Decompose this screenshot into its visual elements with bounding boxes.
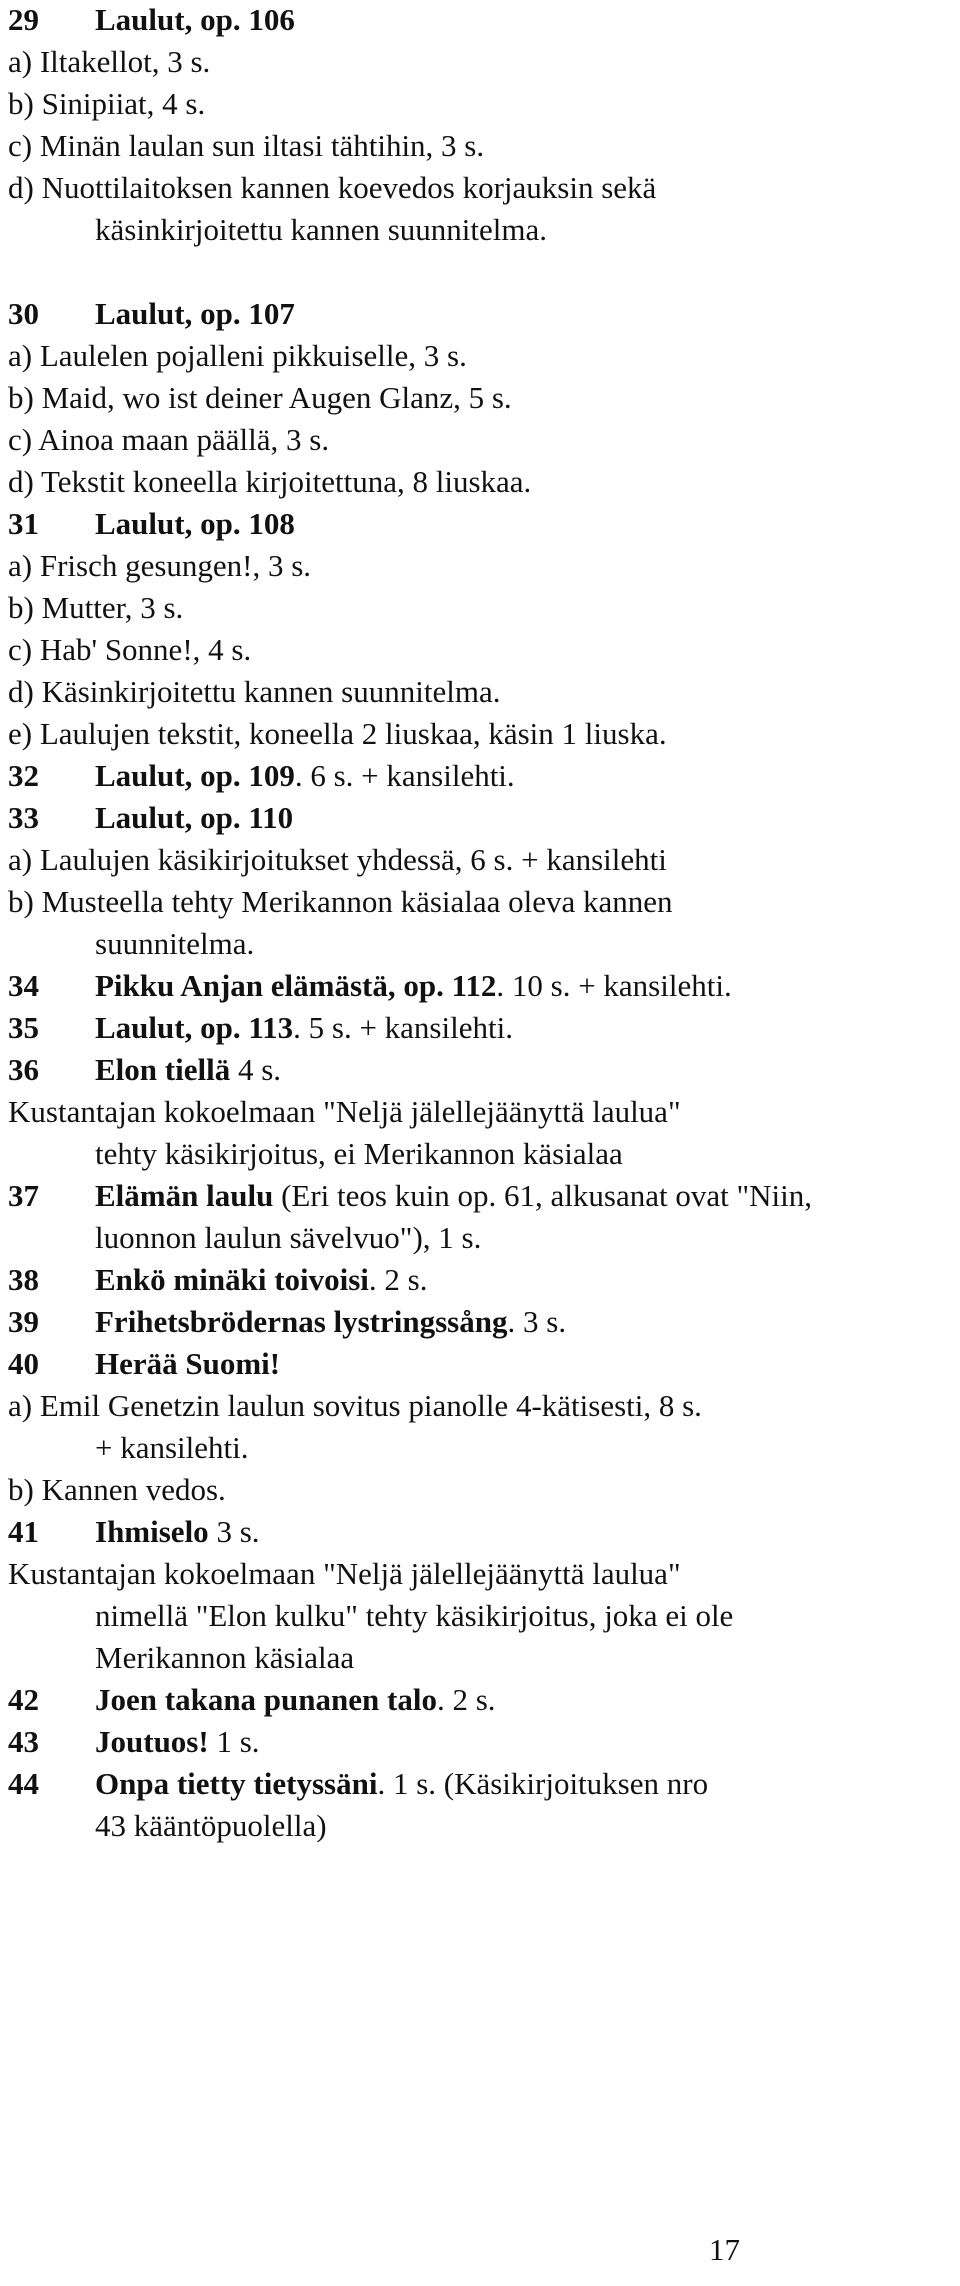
entry-number: 36 [8,1052,39,1087]
entry-detail: . 2 s. [436,1682,496,1717]
entry-title: Laulut, op. 113 [95,1010,294,1045]
list-item: a) Emil Genetzin laulun sovitus pianolle 4-kätisesti, 8 s. [8,1388,702,1423]
entry-detail: . 10 s. + kansilehti. [496,968,732,1003]
entry-number: 34 [8,968,39,1003]
entry-number: 30 [8,296,39,331]
entry-title: Laulut, op. 109 [95,758,295,793]
entry-number: 32 [8,758,39,793]
list-item: c) Ainoa maan päällä, 3 s. [8,422,330,457]
entry-detail: . 2 s. [368,1262,428,1297]
entry-title: Laulut, op. 106 [95,2,295,37]
list-item: d) Nuottilaitoksen kannen koevedos korjauksin sekä [8,170,657,205]
entry-detail: . 6 s. + kansilehti. [294,758,515,793]
entry-detail: 3 s. [208,1514,260,1549]
entry-title: Onpa tietty tietyssäni [95,1766,378,1801]
entry-title: Herää Suomi! [95,1346,281,1381]
list-item: a) Frisch gesungen!, 3 s. [8,548,312,583]
list-item: b) Sinipiiat, 4 s. [8,86,206,121]
entry-title: Pikku Anjan elämästä, op. 112 [95,968,497,1003]
entry-detail: . 3 s. [507,1304,567,1339]
list-item: b) Musteella tehty Merikannon käsialaa oleva kannen [8,884,673,919]
list-item-continuation: + kansilehti. [95,1430,249,1465]
entry-detail: 4 s. [230,1052,282,1087]
entry-number: 42 [8,1682,39,1717]
entry-title: Joutuos! [95,1724,209,1759]
entry-number: 40 [8,1346,39,1381]
entry-title: Ihmiselo [95,1514,209,1549]
entry-continuation: luonnon laulun sävelvuo"), 1 s. [95,1220,482,1255]
entry-detail: 1 s. [208,1724,260,1759]
entry-number: 29 [8,2,39,37]
entry-title: Joen takana punanen talo [95,1682,437,1717]
note-line: Kustantajan kokoelmaan "Neljä jälellejäänyttä laulua" [8,1094,681,1129]
entry-number: 44 [8,1766,39,1801]
entry-number: 37 [8,1178,39,1213]
list-item-continuation: suunnitelma. [95,926,255,961]
list-item: b) Maid, wo ist deiner Augen Glanz, 5 s. [8,380,512,415]
list-item: b) Mutter, 3 s. [8,590,184,625]
list-item-continuation: käsinkirjoitettu kannen suunnitelma. [95,212,547,247]
entry-number: 31 [8,506,39,541]
entry-continuation: 43 kääntöpuolella) [95,1808,327,1843]
entry-number: 39 [8,1304,39,1339]
list-item: e) Laulujen tekstit, koneella 2 liuskaa, käsin 1 liuska. [8,716,667,751]
entry-number: 41 [8,1514,39,1549]
list-item: d) Tekstit koneella kirjoitettuna, 8 liuskaa. [8,464,532,499]
entry-title: Elämän laulu [95,1178,274,1213]
list-item: c) Minän laulan sun iltasi tähtihin, 3 s. [8,128,485,163]
entry-title: Laulut, op. 107 [95,296,295,331]
entry-detail: . 5 s. + kansilehti. [293,1010,513,1045]
note-continuation: tehty käsikirjoitus, ei Merikannon käsialaa [95,1136,623,1171]
entry-detail: (Eri teos kuin op. 61, alkusanat ovat "Niin, [273,1178,813,1213]
list-item: a) Laulelen pojalleni pikkuiselle, 3 s. [8,338,467,373]
entry-title: Laulut, op. 110 [95,800,294,835]
note-continuation: nimellä "Elon kulku" tehty käsikirjoitus, joka ei ole [95,1598,734,1633]
entry-number: 38 [8,1262,39,1297]
entry-detail: . 1 s. (Käsikirjoituksen nro [377,1766,709,1801]
entry-number: 43 [8,1724,39,1759]
list-item: c) Hab' Sonne!, 4 s. [8,632,252,667]
entry-number: 33 [8,800,39,835]
entry-title: Frihetsbrödernas lystringssång [95,1304,508,1339]
entry-number: 35 [8,1010,39,1045]
note-continuation: Merikannon käsialaa [95,1640,355,1675]
note-line: Kustantajan kokoelmaan "Neljä jälellejäänyttä laulua" [8,1556,681,1591]
entry-title: Laulut, op. 108 [95,506,295,541]
page-number: 17 [709,2232,740,2267]
list-item: a) Iltakellot, 3 s. [8,44,211,79]
entry-title: Elon tiellä [95,1052,231,1087]
entry-title: Enkö minäki toivoisi [95,1262,369,1297]
list-item: d) Käsinkirjoitettu kannen suunnitelma. [8,674,501,709]
list-item: a) Laulujen käsikirjoitukset yhdessä, 6 s. + kansilehti [8,842,667,877]
list-item: b) Kannen vedos. [8,1472,226,1507]
